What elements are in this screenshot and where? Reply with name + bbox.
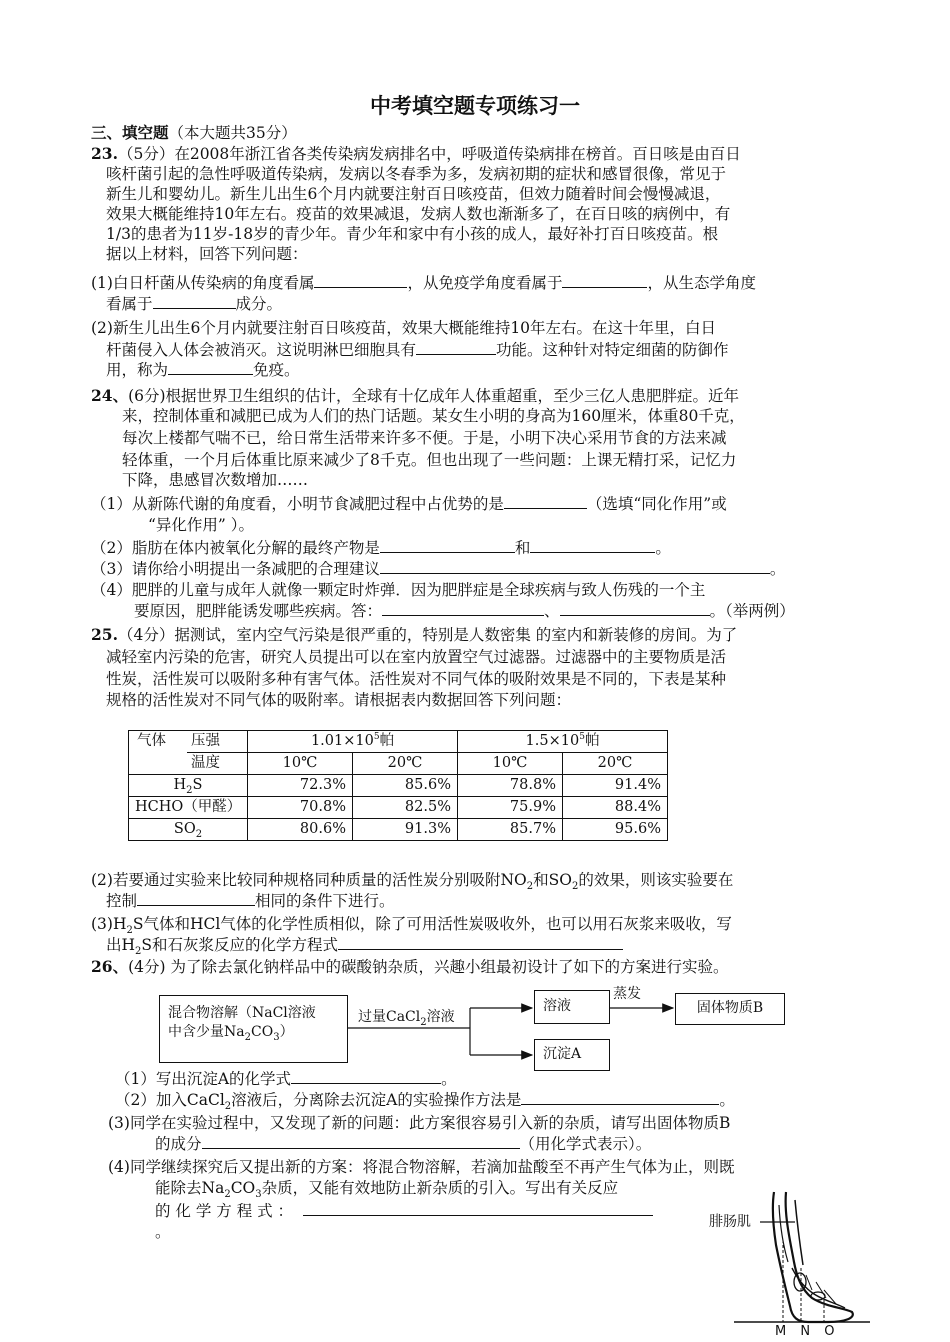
gas-cell: HCHO（甲醛） [129,797,248,819]
gas-cell: $H_2S$ [129,775,248,797]
gas-cell: $SO_2$ [129,819,248,841]
temperature-header: 温度 [187,753,248,775]
pressure-col-2: $1.5\times 10^5$帕 [458,731,668,753]
pressure-col-1: $1.01\times 10^5$帕 [248,731,458,753]
question-number: 23. [91,144,118,163]
solid-b-box: 固体物质B [675,993,785,1025]
evaporate-label: 蒸发 [613,986,641,1002]
page-title: 中考填空题专项练习一 [370,94,580,118]
muscle-label: 腓肠肌 [709,1214,751,1230]
question-number: 24、 [91,386,129,405]
solution-box: 溶液 [534,990,610,1024]
table-row: HCHO（甲醛） 70.8% 82.5% 75.9% 88.4% [129,797,668,819]
table-row: $H_2S$ 72.3% 85.6% 78.8% 91.4% [129,775,668,797]
worksheet-page: 中考填空题专项练习一 三、填空题（本大题共35分） 23.（5分）在2008年浙江省各类传染病发病排名中，呼吸道传染病排在榜首。百日咳是由百日 咳杆菌引起的急性呼吸道传染病，发病以冬春季为多，发病初期的症状和感冒很像，常见于 新生儿和婴幼儿。新生儿出生6个月内就要注射百日咳疫苗，但效力随着时间会慢慢减退， 效果大概能维持10年左右。疫苗的效果减退，发病人数也渐渐多了，在百日咳的病例中，有 1/3的患者为11岁-18岁的青少年。青少年和家中有小孩的成人，最好补打百日咳疫苗。根 据以上材料，回答下列问题： (1)白日杆菌从传染病的角度看属 ，从免疫学角度看属于 ，从生态学角度 看属于 成分。 (2)新生儿出生6个月内就要注射百日咳疫苗，效果大概能维持10年左右。在这十年里，白日 杆菌侵入人体会被消灭。这说明淋巴细胞具有 功能。这种针对特定细菌的防御作 用，称为 免疫。 24、(6分)根据世界卫生组织的估计，全球有十亿成年人体重超重，至少三亿人患肥胖症。近年 来，控制体重和减肥已成为人们的热门话题。某女生小明的身高为160厘米，体重80千克， 每次上楼都气喘不已，给日常生活带来许多不便。于是，小明下决心采用节食的方法来减 轻体重，一个月后体重比原来减少了8千克。但也出现了一些问题：上课无精打采，记忆力 下降，患感冒次数增加…… （1）从新陈代谢的角度看，小明节食减肥过程中占优势的是 （选填“同化作用”或 “异化作用” ）。 （2）脂肪在体内被氧化分解的最终产物是 和 。 （3）请你给小明提出一条减肥的合理建议 。 （4）肥胖的儿童与成年人就像一颗定时炸弹．因为肥胖症是全球疾病与致人伤残的一个主 要原因，肥胖能诱发哪些疾病。答： 、 。（举两例） 25.（4分）据测试，室内空气污染是很严重的，特别是人数密集 的室内和新装修的房间。为了 减轻室内污染的危害，研究人员提出可以在室内放置空气过滤器。过滤器中的主要物质是活 性炭，活性炭可以吸附多种有害气体。活性炭对不同气体的吸附效果是不同的，下表是某种 规格的活性炭对不同气体的吸附率。请根据表内数据回答下列问题： 气体 压强 $1.01\times 10^5$帕 $1.5\times 10^5$帕 温度 10℃ 20℃ 10℃ 20℃ $H_2S$ 72.3% 85.6% 78.8% 91.4% HCHO（甲醛） 70.8% 82.5% 75.9% 88.4% $SO_2$ 80.6% 91.3% 85.7% 95.6% (2)若要通过实验来比较同种规格同种质量的活性炭分别吸附$NO_2$和$SO_2$的效果，则该实验要在 控制 相同的条件下进行。 $(3)H_2S$气体和HCl气体的化学性质相似，除了可用活性炭吸收外，也可以用石灰浆来吸收，写 出$H_2S$和石灰浆反应的化学方程式 26、(4分) 为了除去氯化钠样品中的碳酸钠杂质，兴趣小组最初设计了如下的方案进行实验。 混合物溶解（NaCl溶液 中含少量$Na_2CO_3$） 过量CaCl$_2$溶液 溶液 蒸发 固体物质B 沉淀A （1）写出沉淀A的化学式 。 （2）加入CaCl$_2$溶液后，分离除去沉淀A的实验操作方法是 。 (3)同学在实验过程中，又发现了新的问题：此方案很容易引入新的杂质，请写出固体物质B 的成分 （用化学式表示）。 (4)同学继续探究后又提出新的方案：将混合物溶解，若滴加盐酸至不再产生气体为止，则既 能除去$Na_2CO_3$杂质，又能有效地防止新杂质的引入。写出有关反应 的 化 学 方 程 式 ： 。 腓肠肌 M N O [0,0,950,1342]
pressure-header: 压强 [187,731,248,753]
table-header-row: 温度 10℃ 20℃ 10℃ 20℃ [129,753,668,775]
point-labels: M N O [775,1324,840,1339]
gas-header: 气体 [129,731,188,775]
question-number: 26、 [91,957,129,976]
reagent-label: 过量CaCl$_2$溶液 [358,1009,455,1028]
mixture-box: 混合物溶解（NaCl溶液 中含少量$Na_2CO_3$） [159,995,348,1063]
question-number: 25. [91,625,118,644]
table-row: $SO_2$ 80.6% 91.3% 85.7% 95.6% [129,819,668,841]
precipitate-a-box: 沉淀A [534,1039,610,1071]
section-header: 三、填空题（本大题共35分） [91,123,297,142]
